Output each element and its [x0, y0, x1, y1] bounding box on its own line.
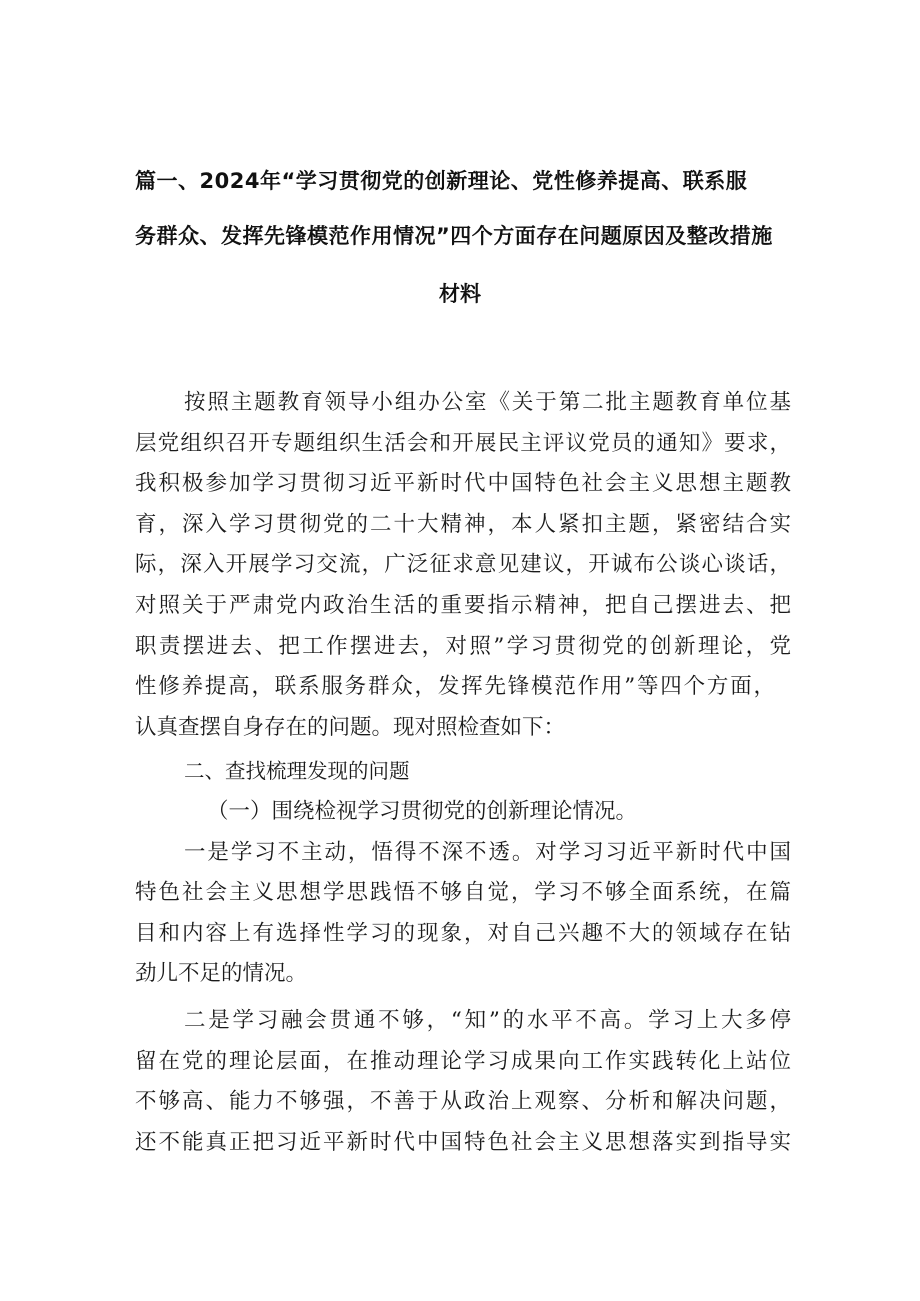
title-line-1: 篇一、2024年“学习贯彻党的创新理论、党性修养提高、联系服 [135, 169, 748, 193]
paragraph-line: 目和内容上有选择性学习的现象，对自己兴趣不大的领域存在钻 [135, 920, 791, 946]
paragraph-line: 留在党的理论层面，在推动理论学习成果向工作实践转化上站位 [135, 1048, 791, 1074]
intro-line: 按照主题教育领导小组办公室《关于第二批主题教育单位基 [184, 390, 791, 415]
intro-line: 职责摆进去、把工作摆进去，对照”学习贯彻党的创新理论，党 [135, 633, 791, 659]
intro-line: 我积极参加学习贯彻习近平新时代中国特色社会主义思想主题教 [135, 471, 791, 497]
title-line-3: 材料 [439, 282, 481, 306]
problem-paragraph-2 [135, 1001, 791, 1163]
section-heading: 二、查找梳理发现的问题 [184, 759, 410, 784]
intro-line: 际，深入开展学习交流，广泛征求意见建议，开诚布公谈心谈话， [135, 552, 791, 578]
intro-line: 育，深入学习贯彻党的二十大精神，本人紧扣主题，紧密结合实 [135, 511, 791, 537]
intro-line: 性修养提高，联系服务群众，发挥先锋模范作用”等四个方面， [135, 674, 775, 700]
paragraph-line: 特色社会主义思想学思践悟不够自觉，学习不够全面系统，在篇 [135, 880, 791, 906]
intro-paragraph [135, 383, 791, 748]
paragraph-line: 还不能真正把习近平新时代中国特色社会主义思想落实到指导实 [135, 1129, 791, 1155]
paragraph-line: 不够高、能力不够强，不善于从政治上观察、分析和解决问题， [135, 1089, 791, 1115]
problem-paragraph-1 [135, 833, 791, 995]
paragraph-line: 二是学习融会贯通不够，“知”的水平不高。学习上大多停 [184, 1007, 791, 1033]
intro-line: 认真查摆自身存在的问题。现对照检查如下： [135, 714, 566, 740]
title-line-2: 务群众、发挥先锋模范作用情况”四个方面存在问题原因及整改措施 [135, 224, 773, 248]
paragraph-line: 劲儿不足的情况。 [135, 961, 308, 987]
paragraph-line: 一是学习不主动，悟得不深不透。对学习习近平新时代中国 [184, 839, 791, 865]
subsection-heading: （一）围绕检视学习贯彻党的创新理论情况。 [207, 798, 638, 824]
intro-line: 对照关于严肃党内政治生活的重要指示精神，把自己摆进去、把 [135, 592, 791, 618]
intro-line: 层党组织召开专题组织生活会和开展民主评议党员的通知》要求， [135, 430, 791, 456]
document-body [135, 383, 791, 1163]
